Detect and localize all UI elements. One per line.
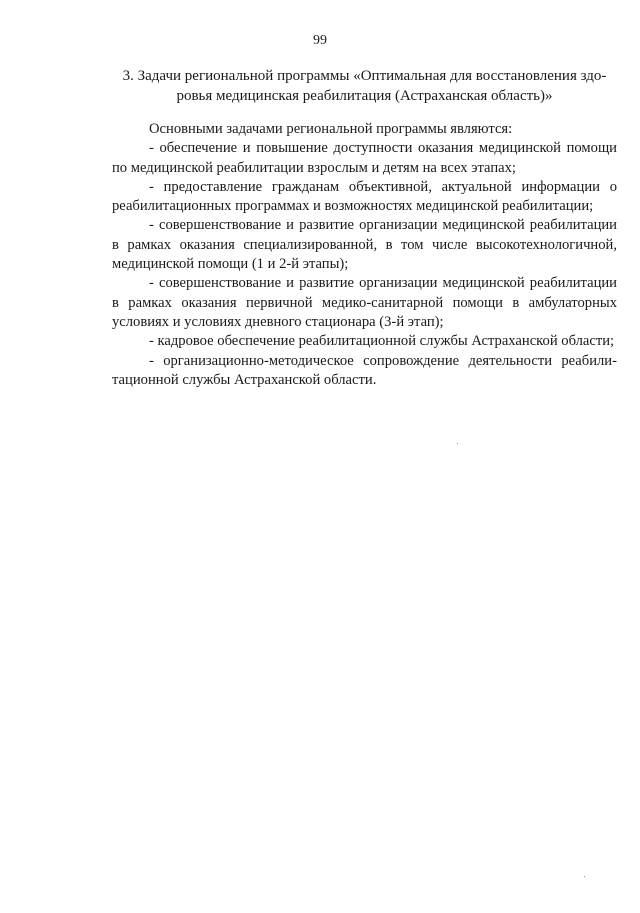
intro-paragraph: Основными задачами региональной программы являются: — [149, 121, 513, 137]
page-number: 99 — [313, 33, 327, 48]
scan-speck — [584, 876, 585, 877]
scan-speck — [457, 443, 458, 444]
list-item: - предоставление гражданам объективной, актуальной информации о реабилитационных программах и возможностях медицинской реабилитации; — [112, 178, 617, 215]
list-item: - совершенствование и развитие организации медицинской реабилитации в рамках оказания первичной медико-санитарной помощи в амбулаторных условиях и условиях дневного стационара (3-й этап); — [112, 275, 617, 330]
list-item: - обеспечение и повышение доступности оказания медицинской помощи по медицинской реабилитации взрослым и детям на всех этапах; — [112, 140, 617, 176]
list-item: - организационно-методическое сопровождение деятельности реабилитационной службы Астраханской области. — [112, 352, 617, 388]
section-heading: 3. Задачи региональной программы «Оптимальная для восстановления здоровья медицинская реабилитация (Астраханская область)» — [122, 68, 607, 104]
list-item: - кадровое обеспечение реабилитационной службы Астраханской области; — [149, 333, 615, 350]
body-text — [112, 120, 617, 390]
list-item: - совершенствование и развитие организации медицинской реабилитации в рамках оказания специализированной, в том числе высокотехнологичной, медицинской помощи (1 и 2-й этапы); — [112, 217, 617, 273]
